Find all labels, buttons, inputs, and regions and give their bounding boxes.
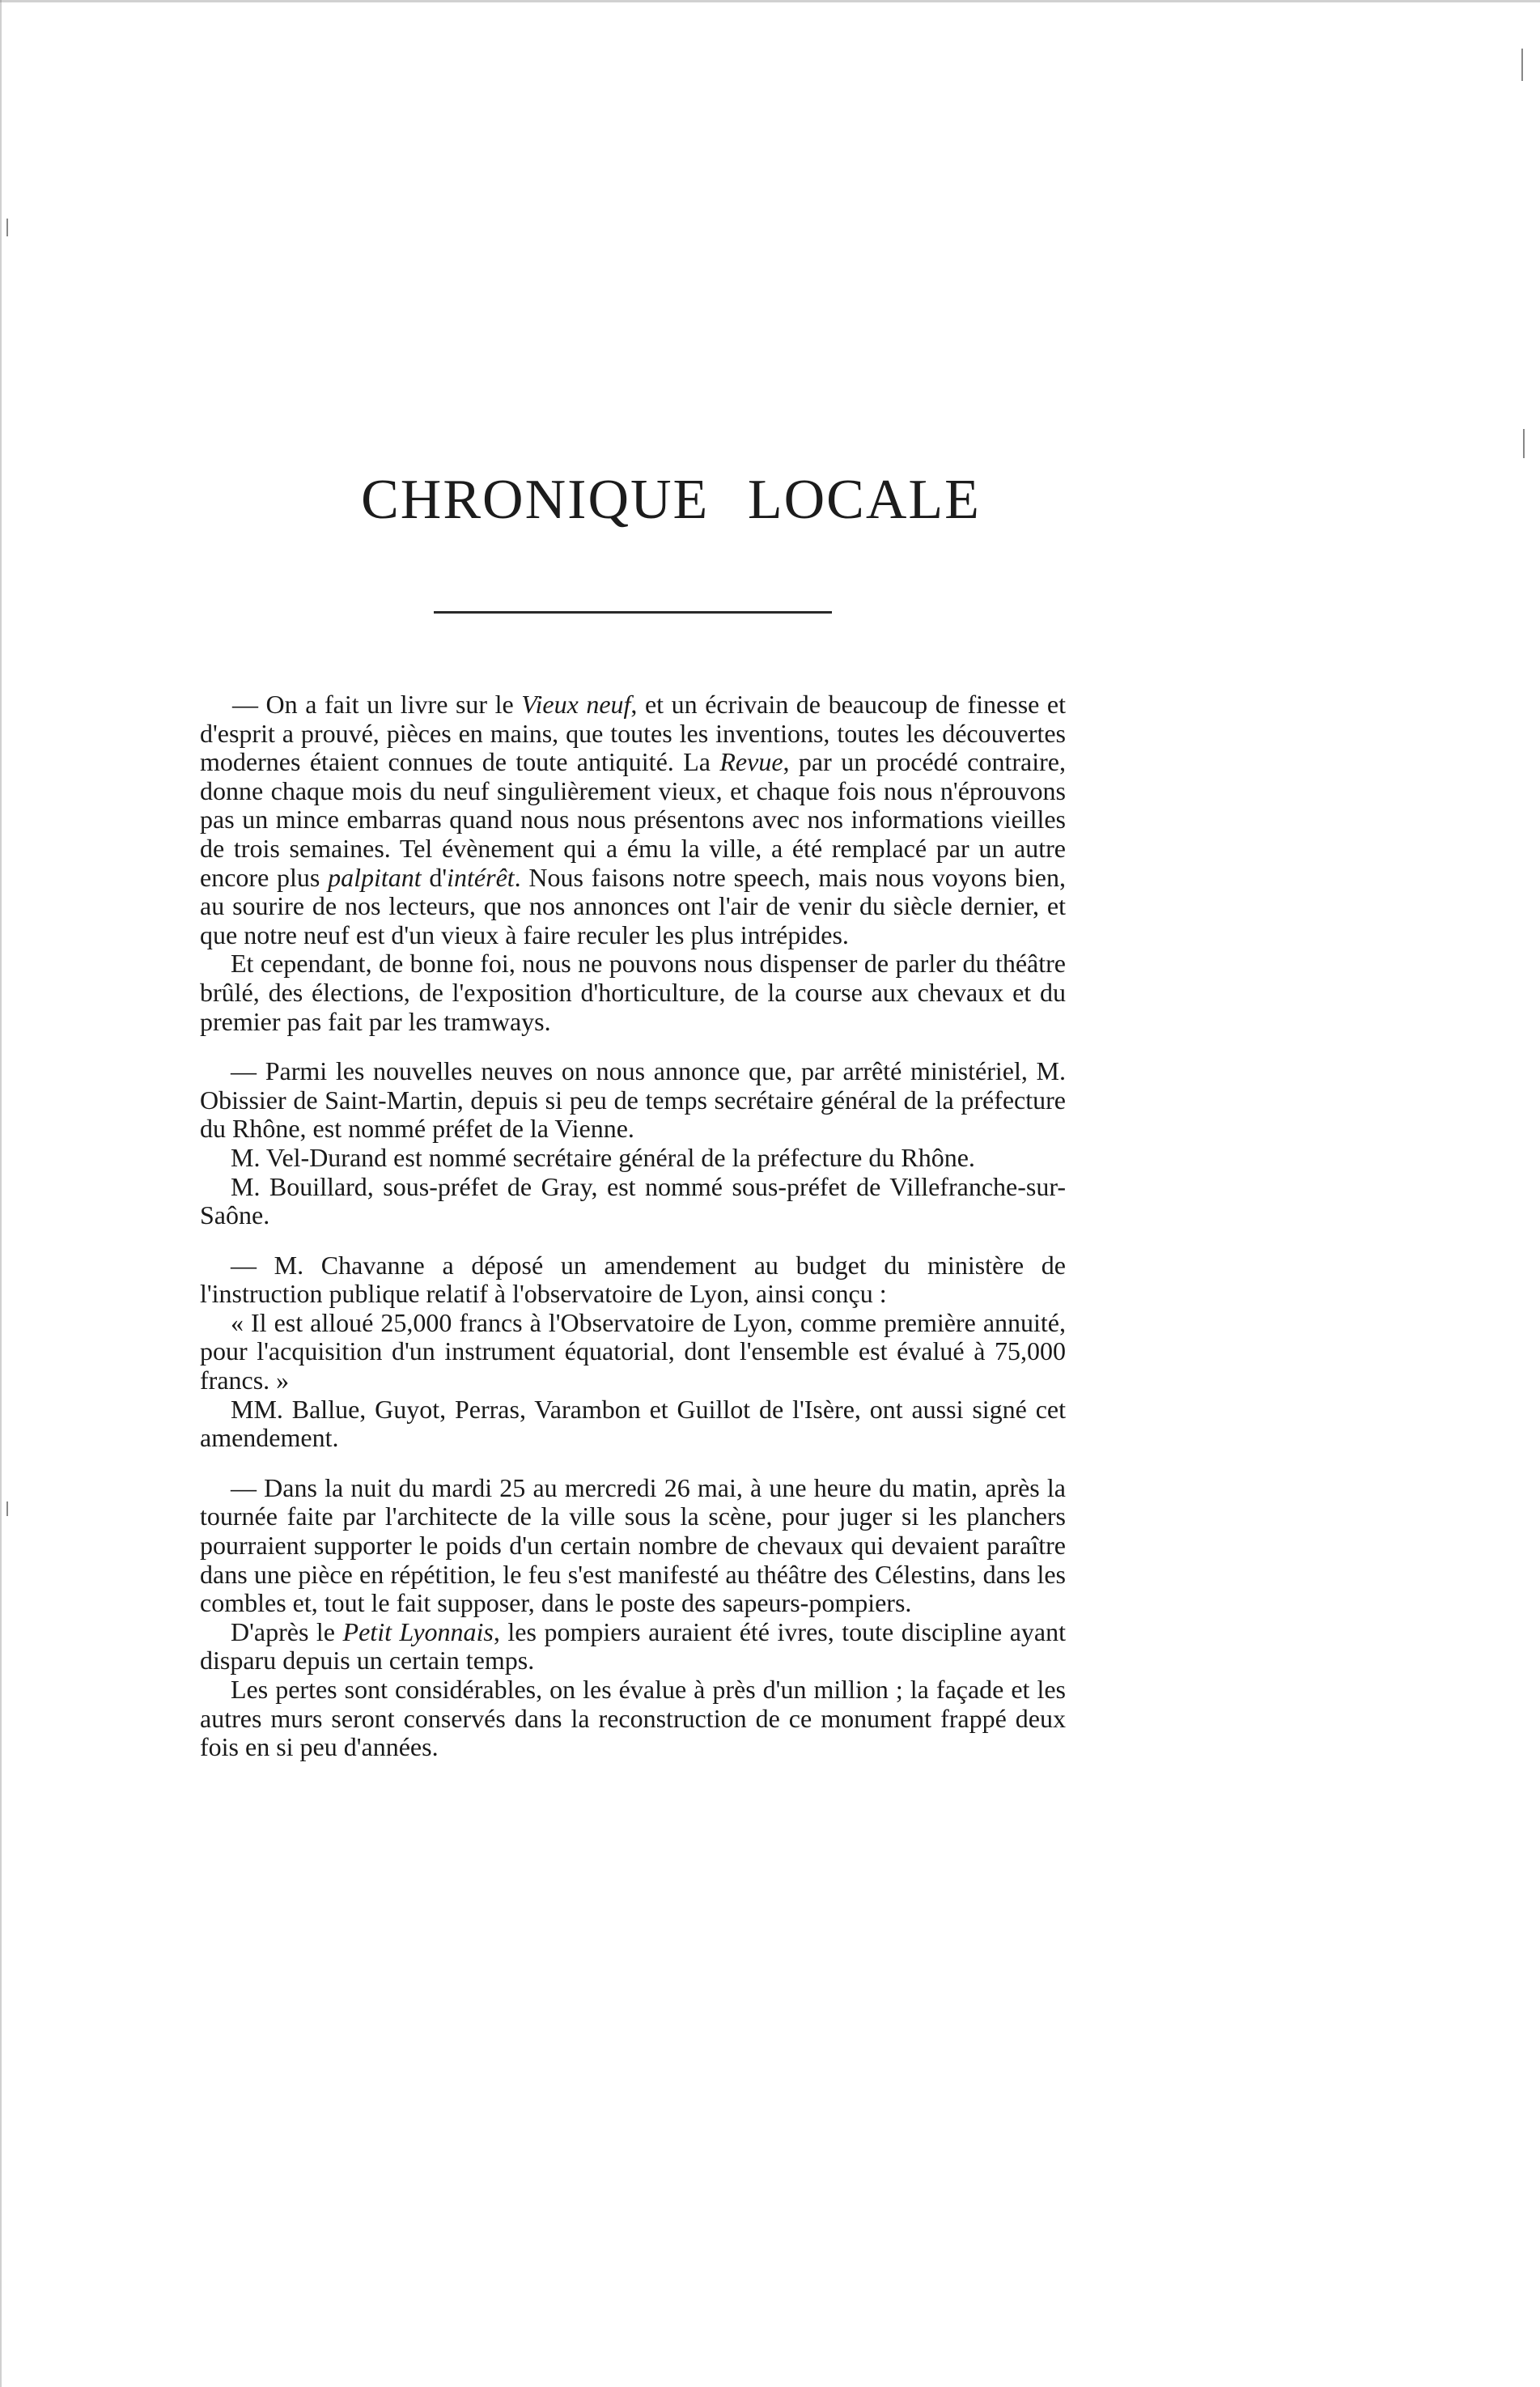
paragraph bbox=[200, 1251, 1066, 1309]
text-run: M. Bouillard, sous-préfet de Gray, est nommé sous-préfet de Villefranche-sur-Saône. bbox=[200, 1171, 1066, 1230]
italic-text: Vieux neuf bbox=[521, 690, 631, 719]
paragraph bbox=[200, 949, 1066, 1036]
paragraph bbox=[200, 1173, 1066, 1230]
scan-left-edge bbox=[0, 0, 2, 2387]
italic-text: Revue bbox=[719, 747, 783, 777]
text-run: . Nous faisons notre speech, mais nous voyons bien, au sourire de nos lecteurs, que nos annonces ont l'air de venir du siècle dernier, et que notre neuf est d'un vieux à faire reculer les plus intrépides. bbox=[200, 862, 1067, 949]
text-run: MM. Ballue, Guyot, Perras, Varambon et Guillot de l'Isère, ont aussi signé cet amendement. bbox=[200, 1394, 1066, 1453]
text-run: Et cependant, de bonne foi, nous ne pouvons nous dispenser de parler du théâtre brûlé, des élections, de l'exposition d'horticulture, de la course aux chevaux et du premier pas fait par les tramways. bbox=[200, 949, 1066, 1036]
text-run: « Il est alloué 25,000 francs à l'Observatoire de Lyon, comme première annuité, pour l'acquisition d'un instrument équatorial, dont l'ensemble est évalué à 75,000 francs. » bbox=[200, 1307, 1066, 1395]
text-run: — Dans la nuit du mardi 25 au mercredi 26 mai, à une heure du matin, après la tournée faite par l'architecte de la ville sous la scène, pour juger si les planchers pourraient supporter le poids d'un certain nombre de chevaux qui devaient paraître dans une pièce en répétition, le feu s'est manifesté au théâtre des Célestins, dans les combles et, tout le fait supposer, dans le poste des sapeurs-pompiers. bbox=[200, 1472, 1066, 1618]
italic-text: palpitant bbox=[328, 862, 422, 892]
text-run: M. Vel-Durand est nommé secrétaire général de la préfecture du Rhône. bbox=[231, 1142, 975, 1172]
text-run: , et un écrivain de beaucoup de finesse et d'esprit a prouvé, pièces en mains, que toutes les inventions, toutes les découvertes modernes étaient connues de toute antiquité. La bbox=[200, 690, 1067, 777]
scan-margin-mark bbox=[1523, 429, 1525, 458]
text-run: d' bbox=[421, 862, 448, 892]
paragraph bbox=[200, 1676, 1066, 1762]
text-run: — Parmi les nouvelles neuves on nous annonce que, par arrêté ministériel, M. Obissier de Saint-Martin, depuis si peu de temps secrétaire général de la préfecture du Rhône, est nommé préfet de la Vienne. bbox=[200, 1056, 1066, 1144]
article-body bbox=[200, 690, 1066, 1762]
scan-margin-mark bbox=[6, 219, 8, 236]
title-divider bbox=[434, 611, 832, 614]
paragraph bbox=[200, 1395, 1066, 1453]
scan-margin-mark bbox=[6, 1501, 8, 1516]
paragraph bbox=[200, 1618, 1066, 1676]
text-run: — On a fait un livre sur le bbox=[232, 690, 522, 719]
scan-top-edge bbox=[0, 0, 1540, 2]
paragraph bbox=[200, 1309, 1066, 1395]
paragraph bbox=[200, 1474, 1066, 1618]
text-run: — M. Chavanne a déposé un amendement au budget du ministère de l'instruction publique relatif à l'observatoire de Lyon, ainsi conçu : bbox=[200, 1250, 1066, 1309]
italic-text: intérêt bbox=[447, 862, 515, 892]
page-title: CHRONIQUE LOCALE bbox=[361, 469, 981, 531]
text-run: , par un procédé contraire, donne chaque mois du neuf singulièrement vieux, et chaque fois nous n'éprouvons pas un mince embarras quand nous nous présentons avec nos informations vieilles de trois semaines. Tel évènement qui a ému la ville, a été remplacé par un autre encore plus bbox=[200, 747, 1067, 892]
paragraph bbox=[200, 1144, 1066, 1173]
paragraph bbox=[200, 690, 1066, 949]
paragraph bbox=[200, 1057, 1066, 1144]
italic-text: Petit Lyonnais bbox=[342, 1616, 494, 1646]
text-run: D'après le bbox=[231, 1616, 343, 1646]
scan-margin-mark bbox=[1521, 49, 1523, 81]
text-run: Les pertes sont considérables, on les évalue à près d'un million ; la façade et les autres murs seront conservés dans la reconstruction de ce monument frappé deux fois en si peu d'années. bbox=[200, 1675, 1066, 1762]
text-run: , les pompiers auraient été ivres, toute discipline ayant disparu depuis un certain temps. bbox=[200, 1616, 1067, 1676]
